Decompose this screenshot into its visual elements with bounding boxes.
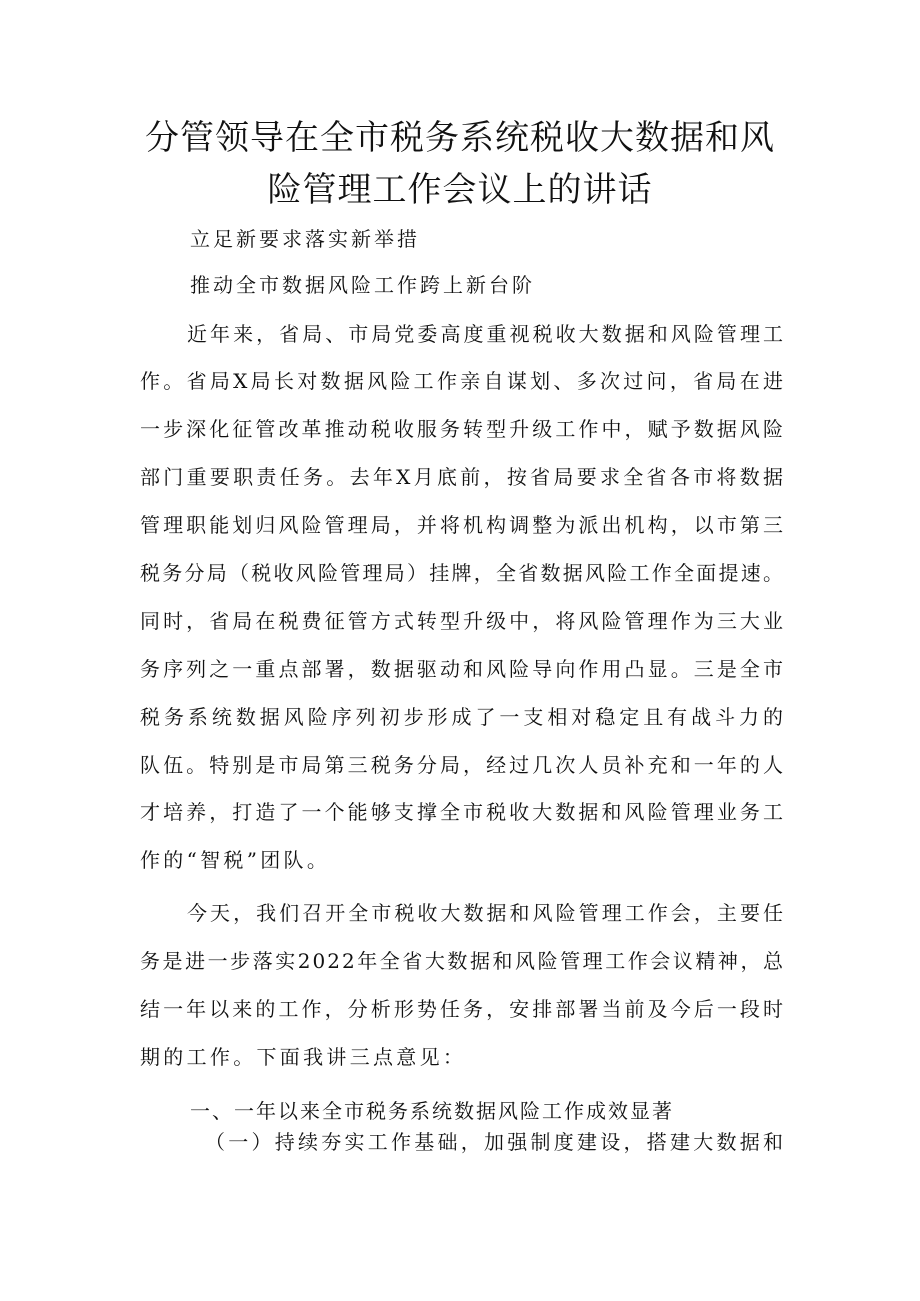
paragraph-1-line: 税务系统数据风险序列初步形成了一支相对稳定且有战斗力的 — [140, 705, 785, 729]
section-heading-1: 一、一年以来全市税务系统数据风险工作成效显著 — [190, 1099, 674, 1123]
paragraph-1-line: 同时，省局在税费征管方式转型升级中，将风险管理作为三大业 — [140, 609, 785, 633]
paragraph-1-line: 一步深化征管改革推动税收服务转型升级工作中，赋予数据风险 — [140, 417, 785, 441]
paragraph-1-line: 管理职能划归风险管理局，并将机构调整为派出机构，以市第三 — [140, 513, 785, 537]
document-title-line-2: 险管理工作会议上的讲话 — [267, 170, 653, 210]
subtitle-line-2: 推动全市数据风险工作跨上新台阶 — [190, 273, 535, 297]
document-title-line-1: 分管领导在全市税务系统税收大数据和风 — [145, 118, 775, 158]
paragraph-1-line: 队伍。特别是市局第三税务分局，经过几次人员补充和一年的人 — [140, 753, 785, 777]
paragraph-2-line: 期的工作。下面我讲三点意见： — [140, 1045, 467, 1069]
paragraph-1-line: 作。省局X局长对数据风险工作亲自谋划、多次过问，省局在进 — [140, 369, 785, 393]
paragraph-1-line: 务序列之一重点部署，数据驱动和风险导向作用凸显。三是全市 — [140, 657, 785, 681]
paragraph-1-line: 近年来，省局、市局党委高度重视税收大数据和风险管理工 — [187, 322, 785, 346]
paragraph-2-line: 结一年以来的工作，分析形势任务，安排部署当前及今后一段时 — [140, 997, 785, 1021]
paragraph-1-line: 税务分局（税收风险管理局）挂牌，全省数据风险工作全面提速。 — [140, 561, 785, 585]
paragraph-2-line: 务是进一步落实2022年全省大数据和风险管理工作会议精神，总 — [140, 949, 785, 973]
section-heading-1-1: （一）持续夯实工作基础，加强制度建设，搭建大数据和 — [205, 1130, 785, 1154]
paragraph-2-line: 今天，我们召开全市税收大数据和风险管理工作会，主要任 — [187, 901, 785, 925]
subtitle-line-1: 立足新要求落实新举措 — [190, 227, 420, 251]
paragraph-1-line: 作的“智税”团队。 — [140, 848, 331, 872]
paragraph-1-line: 部门重要职责任务。去年X月底前，按省局要求全省各市将数据 — [140, 465, 785, 489]
paragraph-1-line: 才培养，打造了一个能够支撑全市税收大数据和风险管理业务工 — [140, 800, 785, 824]
